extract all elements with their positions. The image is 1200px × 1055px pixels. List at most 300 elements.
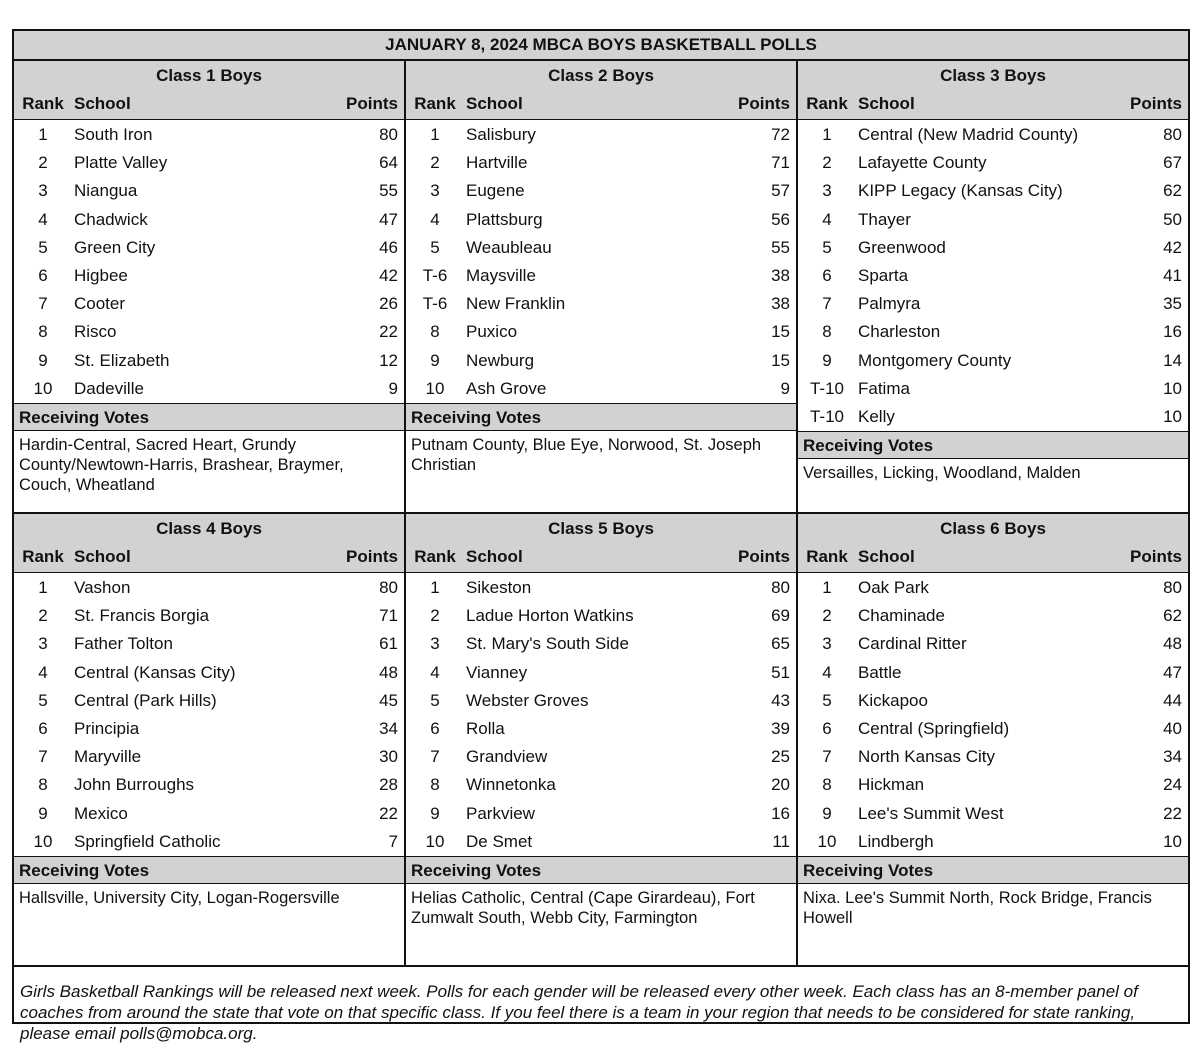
rank-cell: 8	[38, 775, 48, 795]
school-cell: Parkview	[466, 803, 535, 823]
ranking-list	[406, 120, 796, 403]
class-panel	[406, 61, 798, 512]
points-cell: 34	[379, 718, 398, 738]
ranking-row	[798, 771, 1188, 799]
points-cell: 55	[771, 237, 790, 257]
class-title: Class 3 Boys	[940, 66, 1046, 85]
points-cell: 50	[1163, 209, 1182, 229]
rank-cell: 4	[822, 209, 832, 229]
ranking-row	[798, 206, 1188, 234]
ranking-row	[14, 262, 404, 290]
column-headers	[406, 90, 796, 119]
points-header: Points	[738, 94, 790, 113]
rank-cell: 3	[430, 181, 440, 201]
receiving-votes-list: Versailles, Licking, Woodland, Malden	[803, 464, 1081, 483]
panel-header	[406, 514, 796, 573]
rank-cell: 2	[38, 153, 48, 173]
school-header: School	[858, 94, 915, 113]
receiving-votes-list: Nixa. Lee's Summit North, Rock Bridge, Francis Howell	[803, 888, 1152, 927]
ranking-list	[798, 120, 1188, 431]
rank-cell: 3	[430, 634, 440, 654]
column-headers	[406, 543, 796, 572]
rank-cell: 3	[822, 634, 832, 654]
rank-cell: 2	[430, 153, 440, 173]
school-cell: Principia	[74, 718, 140, 738]
ranking-list	[798, 573, 1188, 856]
ranking-row	[14, 347, 404, 375]
rank-cell: 9	[38, 803, 48, 823]
points-header: Points	[738, 547, 790, 566]
school-cell: Father Tolton	[74, 634, 173, 654]
school-cell: Ladue Horton Watkins	[466, 606, 634, 626]
polls-sheet	[12, 29, 1190, 1043]
class-panel	[406, 514, 798, 965]
points-cell: 40	[1163, 718, 1182, 738]
points-cell: 71	[771, 153, 790, 173]
points-cell: 80	[379, 578, 398, 597]
school-cell: North Kansas City	[858, 747, 995, 767]
rank-cell: 1	[430, 125, 440, 144]
school-cell: South Iron	[74, 125, 153, 144]
page-title: JANUARY 8, 2024 MBCA BOYS BASKETBALL POLLS	[14, 31, 1188, 61]
ranking-row	[406, 602, 796, 630]
school-cell: Battle	[858, 662, 902, 682]
school-header: School	[466, 547, 523, 566]
points-header: Points	[1130, 547, 1182, 566]
ranking-row	[14, 149, 404, 177]
rank-cell: 5	[38, 237, 48, 257]
ranking-row	[14, 800, 404, 828]
points-cell: 22	[1163, 803, 1182, 823]
ranking-row	[406, 630, 796, 658]
panel-header	[798, 61, 1188, 120]
ranking-row	[798, 687, 1188, 715]
rank-cell: 2	[38, 606, 48, 626]
ranking-row	[14, 630, 404, 658]
school-cell: Vashon	[74, 578, 131, 597]
ranking-row	[798, 262, 1188, 290]
ranking-row	[14, 574, 404, 602]
panel-header	[406, 61, 796, 120]
ranking-row	[798, 630, 1188, 658]
school-cell: Niangua	[74, 181, 138, 201]
school-cell: Lafayette County	[858, 153, 987, 173]
points-cell: 67	[1163, 153, 1182, 173]
points-cell: 43	[771, 690, 790, 710]
ranking-row	[14, 290, 404, 318]
ranking-row	[798, 177, 1188, 205]
panel-row-bottom	[14, 514, 1188, 967]
points-cell: 15	[771, 350, 790, 370]
points-cell: 12	[379, 350, 398, 370]
ranking-row	[406, 743, 796, 771]
school-cell: Kickapoo	[858, 690, 928, 710]
points-cell: 46	[379, 237, 398, 257]
rank-header: Rank	[22, 94, 64, 113]
panel-row-top	[14, 61, 1188, 514]
column-headers	[14, 543, 404, 572]
school-cell: Montgomery County	[858, 350, 1012, 370]
rank-cell: 9	[430, 803, 440, 823]
ranking-row	[798, 574, 1188, 602]
ranking-row	[14, 177, 404, 205]
school-cell: Central (Park Hills)	[74, 690, 217, 710]
points-cell: 42	[1163, 237, 1182, 257]
ranking-row	[798, 149, 1188, 177]
ranking-row	[798, 290, 1188, 318]
school-cell: Oak Park	[858, 578, 929, 597]
school-cell: Green City	[74, 237, 156, 257]
rank-cell: 3	[822, 181, 832, 201]
receiving-votes-header: Receiving Votes	[14, 403, 404, 431]
points-cell: 24	[1163, 775, 1182, 795]
rank-cell: T-10	[809, 378, 845, 398]
ranking-row	[14, 375, 404, 403]
points-cell: 20	[771, 775, 790, 795]
receiving-votes-header: Receiving Votes	[406, 403, 796, 431]
points-cell: 64	[379, 153, 398, 173]
ranking-row	[14, 743, 404, 771]
ranking-row	[798, 347, 1188, 375]
points-cell: 62	[1163, 606, 1182, 626]
panel-header	[14, 514, 404, 573]
school-header: School	[466, 94, 523, 113]
rank-header: Rank	[22, 547, 64, 566]
points-cell: 22	[379, 322, 398, 342]
school-cell: Central (Kansas City)	[74, 662, 236, 682]
ranking-row	[406, 318, 796, 346]
points-cell: 80	[1163, 125, 1182, 144]
points-cell: 28	[379, 775, 398, 795]
receiving-votes-list: Putnam County, Blue Eye, Norwood, St. Joseph Christian	[411, 435, 762, 474]
rank-cell: 2	[822, 606, 832, 626]
points-cell: 35	[1163, 294, 1182, 314]
ranking-row	[14, 121, 404, 149]
rank-cell: 1	[38, 578, 48, 597]
ranking-row	[14, 602, 404, 630]
rank-cell: 4	[430, 662, 440, 682]
ranking-row	[798, 828, 1188, 856]
rank-cell: 10	[817, 831, 837, 851]
school-cell: Winnetonka	[466, 775, 556, 795]
points-cell: 48	[1163, 634, 1182, 654]
ranking-row	[14, 206, 404, 234]
points-cell: 10	[1163, 406, 1182, 426]
rank-cell: 10	[33, 831, 53, 851]
points-cell: 69	[771, 606, 790, 626]
school-cell: Mexico	[74, 803, 128, 823]
points-cell: 56	[771, 209, 790, 229]
points-cell: 34	[1163, 747, 1182, 767]
class-panel	[14, 514, 406, 965]
panel-header	[14, 61, 404, 120]
receiving-votes-header: Receiving Votes	[798, 856, 1188, 884]
rank-cell: 2	[822, 153, 832, 173]
points-cell: 80	[379, 125, 398, 144]
ranking-row	[14, 687, 404, 715]
column-headers	[798, 543, 1188, 572]
points-cell: 80	[771, 578, 790, 597]
footer-note: Girls Basketball Rankings will be released next week. Polls for each gender will be released every other week. Each class has an 8-member panel of coaches from around the state that vote on that specific class. If you feel there is a team in your region that needs to be considered for state ranking, please email polls@mobca.org.	[20, 982, 1138, 1043]
ranking-row	[798, 121, 1188, 149]
ranking-row	[798, 375, 1188, 403]
ranking-row	[798, 743, 1188, 771]
school-cell: Puxico	[466, 322, 518, 342]
rank-cell: T-10	[809, 406, 845, 426]
school-cell: Platte Valley	[74, 153, 168, 173]
rank-cell: 10	[33, 378, 53, 398]
school-cell: Salisbury	[466, 125, 536, 144]
rank-cell: 5	[430, 237, 440, 257]
rank-cell: 1	[822, 125, 832, 144]
rank-cell: 6	[38, 265, 48, 285]
points-header: Points	[346, 94, 398, 113]
rank-cell: 5	[822, 690, 832, 710]
class-panel	[798, 61, 1188, 512]
school-cell: Central (New Madrid County)	[858, 125, 1079, 144]
school-cell: Lindbergh	[858, 831, 934, 851]
ranking-row	[798, 715, 1188, 743]
class-panel	[14, 61, 406, 512]
ranking-row	[798, 800, 1188, 828]
ranking-row	[406, 800, 796, 828]
points-cell: 26	[379, 294, 398, 314]
school-cell: Sparta	[858, 265, 909, 285]
rank-cell: 9	[822, 350, 832, 370]
points-cell: 62	[1163, 181, 1182, 201]
points-cell: 48	[379, 662, 398, 682]
rank-cell: 6	[430, 718, 440, 738]
school-cell: St. Francis Borgia	[74, 606, 210, 626]
ranking-row	[14, 234, 404, 262]
school-cell: KIPP Legacy (Kansas City)	[858, 181, 1063, 201]
points-cell: 9	[388, 378, 398, 398]
points-cell: 38	[771, 265, 790, 285]
ranking-row	[406, 177, 796, 205]
class-panel	[798, 514, 1188, 965]
column-headers	[798, 90, 1188, 119]
school-cell: Maryville	[74, 747, 142, 767]
points-cell: 72	[771, 125, 790, 144]
school-cell: Hartville	[466, 153, 528, 173]
points-cell: 42	[379, 265, 398, 285]
ranking-row	[406, 771, 796, 799]
rank-cell: 5	[38, 690, 48, 710]
ranking-row	[406, 149, 796, 177]
points-cell: 80	[1163, 578, 1182, 597]
rank-cell: 6	[822, 265, 832, 285]
points-cell: 57	[771, 181, 790, 201]
rank-cell: 7	[822, 294, 832, 314]
school-cell: Chaminade	[858, 606, 945, 626]
school-cell: Chadwick	[74, 209, 148, 229]
rank-cell: 10	[425, 378, 445, 398]
rank-cell: 9	[38, 350, 48, 370]
school-cell: Maysville	[466, 265, 536, 285]
rank-cell: 1	[822, 578, 832, 597]
school-cell: Palmyra	[858, 294, 921, 314]
class-title: Class 5 Boys	[548, 519, 654, 538]
school-cell: Sikeston	[466, 578, 532, 597]
ranking-row	[14, 659, 404, 687]
ranking-row	[406, 375, 796, 403]
school-cell: Higbee	[74, 265, 128, 285]
school-cell: Grandview	[466, 747, 548, 767]
column-headers	[14, 90, 404, 119]
school-cell: Cooter	[74, 294, 126, 314]
school-cell: Greenwood	[858, 237, 946, 257]
rank-cell: 8	[38, 322, 48, 342]
school-cell: Hickman	[858, 775, 925, 795]
ranking-row	[14, 715, 404, 743]
rank-cell: 5	[822, 237, 832, 257]
ranking-row	[14, 828, 404, 856]
rank-header: Rank	[806, 547, 848, 566]
school-cell: Eugene	[466, 181, 525, 201]
ranking-list	[406, 573, 796, 856]
ranking-row	[406, 290, 796, 318]
rank-cell: 6	[38, 718, 48, 738]
rank-cell: 7	[430, 747, 440, 767]
rank-cell: 4	[822, 662, 832, 682]
rank-cell: 8	[822, 775, 832, 795]
rank-cell: 2	[430, 606, 440, 626]
school-cell: Weaubleau	[466, 237, 552, 257]
rank-cell: 3	[38, 181, 48, 201]
receiving-votes-header: Receiving Votes	[14, 856, 404, 884]
ranking-row	[406, 687, 796, 715]
points-cell: 22	[379, 803, 398, 823]
ranking-row	[406, 234, 796, 262]
points-cell: 30	[379, 747, 398, 767]
points-header: Points	[346, 547, 398, 566]
rank-cell: 10	[425, 831, 445, 851]
receiving-votes-header: Receiving Votes	[406, 856, 796, 884]
rank-cell: 7	[38, 294, 48, 314]
school-cell: New Franklin	[466, 294, 566, 314]
rank-cell: 8	[822, 322, 832, 342]
rank-cell: 9	[822, 803, 832, 823]
points-header: Points	[1130, 94, 1182, 113]
school-cell: Ash Grove	[466, 378, 547, 398]
points-cell: 11	[772, 831, 790, 851]
points-cell: 51	[771, 662, 790, 682]
points-cell: 10	[1163, 378, 1182, 398]
class-title: Class 6 Boys	[940, 519, 1046, 538]
school-header: School	[74, 547, 131, 566]
rank-cell: 9	[430, 350, 440, 370]
points-cell: 47	[379, 209, 398, 229]
rank-cell: 1	[430, 578, 440, 597]
points-cell: 9	[780, 378, 790, 398]
school-cell: Fatima	[858, 378, 910, 398]
rank-cell: T-6	[422, 265, 448, 285]
ranking-row	[798, 234, 1188, 262]
school-cell: De Smet	[466, 831, 533, 851]
school-cell: Risco	[74, 322, 117, 342]
rank-cell: 4	[430, 209, 440, 229]
points-cell: 15	[771, 322, 790, 342]
rank-cell: 7	[822, 747, 832, 767]
rank-cell: 8	[430, 322, 440, 342]
ranking-row	[406, 574, 796, 602]
school-cell: Plattsburg	[466, 209, 543, 229]
school-cell: Dadeville	[74, 378, 144, 398]
points-cell: 65	[771, 634, 790, 654]
points-cell: 44	[1163, 690, 1182, 710]
ranking-row	[798, 318, 1188, 346]
ranking-row	[406, 828, 796, 856]
school-cell: Cardinal Ritter	[858, 634, 967, 654]
points-cell: 71	[379, 606, 398, 626]
rank-cell: 4	[38, 662, 48, 682]
rank-cell: 3	[38, 634, 48, 654]
school-cell: John Burroughs	[74, 775, 195, 795]
rank-cell: 6	[822, 718, 832, 738]
school-header: School	[858, 547, 915, 566]
school-cell: St. Elizabeth	[74, 350, 170, 370]
receiving-votes-header: Receiving Votes	[798, 431, 1188, 459]
panel-header	[798, 514, 1188, 573]
receiving-votes-list: Hardin-Central, Sacred Heart, Grundy County/Newtown-Harris, Brashear, Braymer, Couch, Wheatland	[19, 435, 344, 494]
points-cell: 38	[771, 294, 790, 314]
ranking-row	[14, 771, 404, 799]
rank-header: Rank	[414, 94, 456, 113]
ranking-row	[798, 602, 1188, 630]
school-cell: Springfield Catholic	[74, 831, 221, 851]
rank-cell: T-6	[422, 294, 448, 314]
points-cell: 47	[1163, 662, 1182, 682]
class-title: Class 1 Boys	[156, 66, 262, 85]
receiving-votes-list: Helias Catholic, Central (Cape Girardeau), Fort Zumwalt South, Webb City, Farmington	[411, 888, 755, 927]
ranking-row	[406, 715, 796, 743]
rank-cell: 8	[430, 775, 440, 795]
class-title: Class 2 Boys	[548, 66, 654, 85]
school-cell: St. Mary's South Side	[466, 634, 629, 654]
school-cell: Lee's Summit West	[858, 803, 1004, 823]
ranking-list	[14, 573, 404, 856]
ranking-list	[14, 120, 404, 403]
points-cell: 7	[388, 831, 398, 851]
ranking-row	[406, 262, 796, 290]
points-cell: 25	[771, 747, 790, 767]
ranking-row	[798, 403, 1188, 431]
school-cell: Thayer	[858, 209, 911, 229]
class-title: Class 4 Boys	[156, 519, 262, 538]
ranking-row	[406, 347, 796, 375]
school-cell: Vianney	[466, 662, 528, 682]
school-cell: Newburg	[466, 350, 535, 370]
receiving-votes-list: Hallsville, University City, Logan-Rogersville	[19, 888, 340, 907]
rank-header: Rank	[414, 547, 456, 566]
school-header: School	[74, 94, 131, 113]
rank-cell: 5	[430, 690, 440, 710]
rank-cell: 7	[38, 747, 48, 767]
rank-cell: 4	[38, 209, 48, 229]
ranking-row	[14, 318, 404, 346]
school-cell: Kelly	[858, 406, 895, 426]
rank-cell: 1	[38, 125, 48, 144]
rank-header: Rank	[806, 94, 848, 113]
points-cell: 14	[1163, 350, 1182, 370]
points-cell: 16	[771, 803, 790, 823]
points-cell: 41	[1163, 265, 1182, 285]
school-cell: Central (Springfield)	[858, 718, 1010, 738]
points-cell: 16	[1163, 322, 1182, 342]
points-cell: 39	[771, 718, 790, 738]
school-cell: Rolla	[466, 718, 505, 738]
ranking-row	[406, 121, 796, 149]
